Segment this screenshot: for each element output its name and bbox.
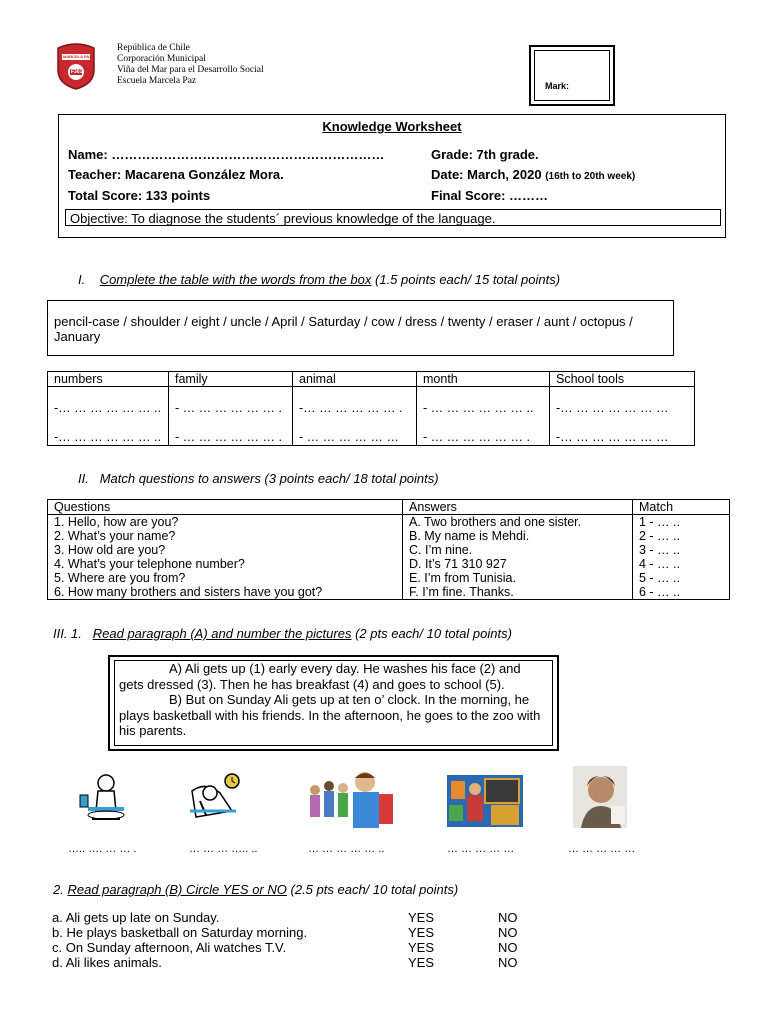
picture-person-thinking [573, 766, 627, 833]
no-option[interactable]: NO [498, 925, 518, 940]
match-blank[interactable]: 1 - … .. [633, 515, 730, 530]
column-header: family [169, 372, 293, 387]
table-row [48, 571, 730, 585]
list-item [52, 910, 572, 925]
blank-cell[interactable]: -… … … … … … … [550, 387, 695, 417]
picture-breakfast [78, 773, 134, 830]
table-row [48, 557, 730, 571]
section-4-numeral: 2. [53, 882, 64, 897]
statement: d. Ali likes animals. [52, 955, 162, 970]
school-info [117, 43, 264, 87]
date-weeks: (16th to 20th week) [545, 171, 636, 182]
match-blank[interactable]: 4 - … .. [633, 557, 730, 571]
question: 2. What’s your name? [48, 529, 403, 543]
paragraph-box [108, 655, 559, 751]
section-1-numeral: I. [78, 272, 86, 287]
picture-blank[interactable]: … … … … … [447, 843, 515, 855]
grade: Grade: 7th grade. [431, 147, 539, 162]
blank-cell[interactable]: -… … … … … … . [293, 387, 417, 417]
yes-option[interactable]: YES [408, 910, 435, 925]
blank-cell[interactable]: - … … … … … … . [169, 416, 293, 446]
picture-blank[interactable]: ….. …. … … . [68, 843, 137, 855]
worksheet-title: Knowledge Worksheet [322, 119, 462, 134]
statement: a. Ali gets up late on Sunday. [52, 910, 220, 925]
name-field[interactable]: Name: ……………………………………………………… [68, 147, 385, 162]
date [431, 167, 635, 182]
section-4-points: (2.5 pts each/ 10 total points) [290, 882, 459, 897]
question: 5. Where are you from? [48, 571, 403, 585]
worksheet-header [58, 114, 726, 238]
answer: B. My name is Mehdi. [403, 529, 633, 543]
match-header-questions: Questions [48, 500, 403, 515]
yes-option[interactable]: YES [408, 955, 435, 970]
mark-label: Mark: [545, 81, 570, 91]
section-2-title [78, 471, 439, 486]
section-4-title [53, 882, 458, 897]
question: 6. How many brothers and sisters have you got? [48, 585, 403, 600]
answer: E. I’m from Tunisia. [403, 571, 633, 585]
question: 3. How old are you? [48, 543, 403, 557]
list-item [52, 940, 572, 955]
column-header: School tools [550, 372, 695, 387]
blank-cell[interactable]: - … … … … … … [293, 416, 417, 446]
column-header: month [417, 372, 550, 387]
column-header: animal [293, 372, 417, 387]
picture-blank[interactable]: … … … … … .. [308, 843, 385, 855]
picture-teens [303, 770, 395, 833]
blank-cell[interactable]: - … … … … … … . [169, 387, 293, 417]
objective: Objective: To diagnose the students´ previous knowledge of the language. [65, 209, 721, 226]
answer: F. I’m fine. Thanks. [403, 585, 633, 600]
question: 4. What’s your telephone number? [48, 557, 403, 571]
answer: C. I’m nine. [403, 543, 633, 557]
match-header-match: Match [633, 500, 730, 515]
picture-school [447, 775, 523, 832]
section-3-numeral: III. 1. [53, 626, 82, 641]
section-3-title [53, 626, 512, 641]
table-row [48, 529, 730, 543]
answer: D. It’s 71 310 927 [403, 557, 633, 571]
list-item [52, 955, 572, 970]
section-1-title [78, 272, 560, 287]
match-blank[interactable]: 3 - … .. [633, 543, 730, 557]
no-option[interactable]: NO [498, 955, 518, 970]
blank-cell[interactable]: - … … … … … … . [417, 416, 550, 446]
question: 1. Hello, how are you? [48, 515, 403, 530]
section-4-instruction: Read paragraph (B) Circle YES or NO [67, 882, 287, 897]
yes-no-list [52, 910, 572, 970]
total-score: Total Score: 133 points [68, 188, 211, 203]
section-2-numeral: II. [78, 471, 89, 486]
no-option[interactable]: NO [498, 910, 518, 925]
blank-cell[interactable]: -… … … … … … … [550, 416, 695, 446]
yes-option[interactable]: YES [408, 925, 435, 940]
paragraph-a: A) Ali gets up (1) early every day. He washes his face (2) and gets dressed (3). Then he has breakfast (4) and goes to school (5). [119, 661, 521, 692]
final-score[interactable]: Final Score: ……… [431, 188, 549, 203]
answer: A. Two brothers and one sister. [403, 515, 633, 530]
date-text: Date: March, 2020 [431, 167, 542, 182]
match-header-answers: Answers [403, 500, 633, 515]
paragraph-b: B) But on Sunday Ali gets up at ten o’ clock. In the morning, he plays basketball with his friends. In the afternoon, he goes to the zoo with his parents. [119, 692, 541, 738]
word-box: pencil-case / shoulder / eight / uncle / April / Saturday / cow / dress / twenty / eraser / aunt / octopus / January [47, 300, 674, 356]
statement: c. On Sunday afternoon, Ali watches T.V. [52, 940, 287, 955]
section-3-points: (2 pts each/ 10 total points) [355, 626, 512, 641]
picture-blank[interactable]: … … … ….. .. [189, 843, 258, 855]
match-table [47, 499, 730, 600]
school-logo [54, 42, 98, 90]
section-3-instruction: Read paragraph (A) and number the pictures [92, 626, 352, 641]
teacher: Teacher: Macarena González Mora. [68, 167, 284, 182]
picture-blank[interactable]: … … … … … [568, 843, 636, 855]
match-blank[interactable]: 5 - … .. [633, 571, 730, 585]
section-1-points: (1.5 points each/ 15 total points) [375, 272, 561, 287]
match-blank[interactable]: 2 - … .. [633, 529, 730, 543]
blank-cell[interactable]: - … … … … … … .. [417, 387, 550, 417]
vocab-table [47, 371, 695, 446]
table-row [48, 515, 730, 530]
logo-code: F361 [71, 69, 83, 75]
school-line: República de Chile [117, 43, 190, 53]
blank-cell[interactable]: -… … … … … … .. [48, 387, 169, 417]
table-row [48, 543, 730, 557]
statement: b. He plays basketball on Saturday morning. [52, 925, 308, 940]
blank-cell[interactable]: -… … … … … … .. [48, 416, 169, 446]
logo-text: MARCELA PAZ [63, 54, 92, 59]
section-2-instruction: Match questions to answers (3 points each/ 18 total points) [99, 471, 439, 486]
match-blank[interactable]: 6 - … .. [633, 585, 730, 600]
no-option[interactable]: NO [498, 940, 518, 955]
mark-box[interactable] [529, 45, 615, 106]
section-1-instruction: Complete the table with the words from the box [99, 272, 372, 287]
column-header: numbers [48, 372, 169, 387]
yes-option[interactable]: YES [408, 940, 435, 955]
school-line: Viña del Mar para el Desarrollo Social [117, 65, 264, 75]
table-row [48, 585, 730, 600]
list-item [52, 925, 572, 940]
picture-waking-up [186, 771, 244, 828]
school-line: Corporación Municipal [117, 54, 206, 64]
school-line: Escuela Marcela Paz [117, 76, 197, 86]
